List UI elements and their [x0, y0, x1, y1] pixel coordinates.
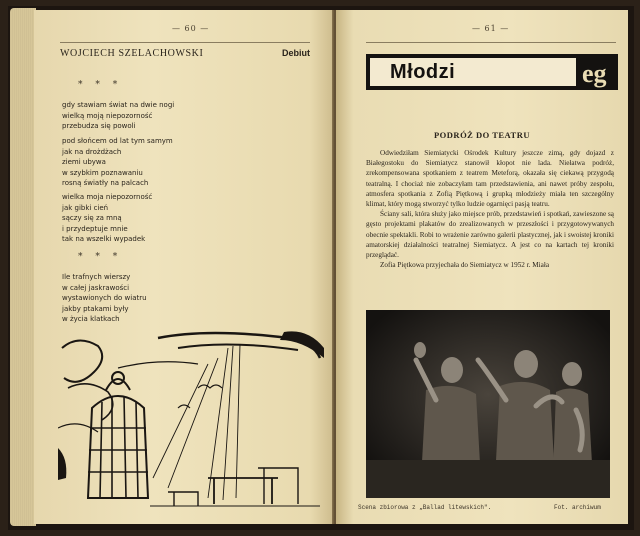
- photo-credit: Fot. archiwum: [554, 504, 601, 511]
- section-label: Debiut: [282, 48, 310, 58]
- article-body: [366, 148, 614, 270]
- page-number-right: — 61 —: [472, 24, 510, 33]
- left-page: [34, 10, 334, 524]
- page-number-left: — 60 —: [172, 24, 210, 33]
- section-banner: [366, 54, 618, 90]
- header-rule: [60, 42, 310, 43]
- stars-divider: * * *: [78, 252, 123, 262]
- ink-drawing-illustration: [58, 328, 326, 512]
- author-name: WOJCIECH SZELACHOWSKI: [60, 48, 204, 59]
- poem-stanza: Ile trafnych wierszy w całej jaskrawości wystawionych do wiatru jakby ptakami były w życia klatkach: [62, 273, 147, 323]
- poem-stanza: pod słońcem od lat tym samym jak na drożdżach ziemi ubywa w szybkim poznawaniu rosną światły na palcach: [62, 137, 173, 187]
- banner-title: Młodzi: [390, 61, 456, 83]
- photo-caption: Scena zbiorowa z „Ballad litewskich".: [358, 504, 492, 511]
- stars-divider: * * *: [78, 80, 123, 90]
- article-title: PODRÓŻ DO TEATRU: [433, 130, 530, 140]
- stage-photo: [366, 310, 610, 498]
- page-edges: [10, 8, 36, 526]
- poem-stanza: wielka moja niepozorność jak gibki cień sączy się za mną i przydeptuje mnie tak na wszelki wypadek: [62, 193, 153, 243]
- poem-stanza: gdy stawiam świat na dwie nogi wielką moją niepozorność przebudza się powoli: [62, 101, 175, 130]
- svg-text:eg: eg: [582, 59, 607, 88]
- magazine-logo-icon: [578, 56, 618, 90]
- right-page: [336, 10, 628, 524]
- article-paragraph: Ściany sali, która służy jako miejsce prób, przedstawień i spotkań, zawieszone są gęsto projektami plakatów do zrealizowanych w przeszłości i przygotowywanych obecnie spektakli. Robi to wrażenie zarówno galerii plastycznej, jak i swoistej kroniki amatorskiej działalności teatralnej Siemiatycz. A jest co na kartach tej kroniki przeglądać.: [366, 210, 614, 260]
- article-paragraph: Odwiedziłam Siemiatycki Ośrodek Kultury jeszcze zimą, gdy dojazd z Białegostoku do Siemiatycz stanowił kłopot nie lada. Niełatwa podróż, zrekompensowana spotkaniem z teatrem Meteforą, okazała się ciekawą przygodą teatralną. I chociaż nie zobaczyłam tam przedstawienia, ani nawet próby zespołu, atmosfera spotkania z Zofią Piętkową i grupką młodzieży miała ten szczególny klimat, który mogą stworzyć tylko ludzie ogarnięci pasją teatru.: [366, 149, 614, 209]
- article-paragraph: Zofia Piętkowa przyjechała do Siemiatycz w 1952 r. Miała: [380, 261, 550, 270]
- header-rule: [366, 42, 616, 43]
